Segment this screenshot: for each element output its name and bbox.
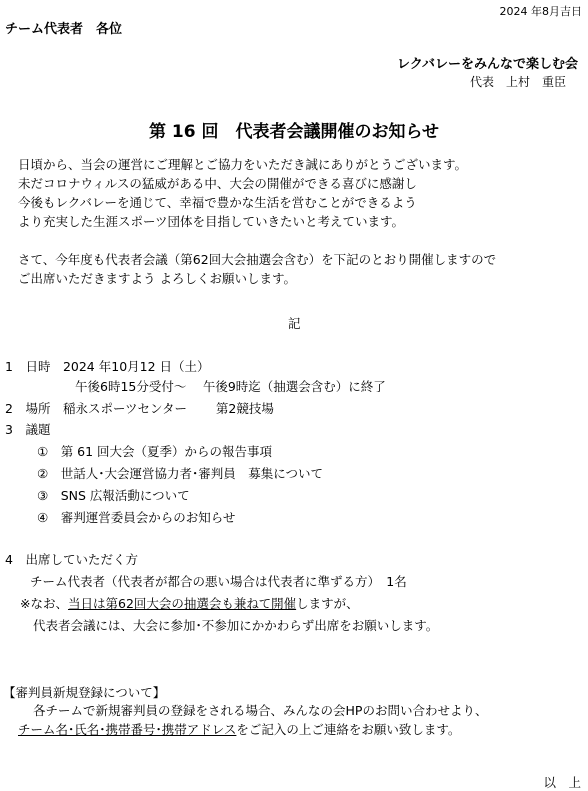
organization-name: レクバレーをみんなで楽しむ会 <box>397 57 578 72</box>
ki-heading: 記 <box>288 316 301 331</box>
agenda-item: ② 世話人･大会運営協力者･審判員 募集について <box>37 466 323 481</box>
datetime-time: 午後6時15分受付～ 午後9時迄（抽選会含む）に終了 <box>75 379 386 394</box>
agenda-item: ③ SNS 広報活動について <box>37 488 190 503</box>
agenda-item: ① 第 61 回大会（夏季）からの報告事項 <box>37 444 273 459</box>
notice-line: さて、今年度も代表者会議（第62回大会抽選会含む）を下記のとおり開催しますので <box>18 252 497 267</box>
document-date: 2024 年8月吉日 <box>499 5 582 18</box>
note-underlined-lottery: 第62回大会の抽選会も兼ねて開催 <box>105 596 297 611</box>
note-suffix: しますが、 <box>296 596 359 611</box>
agenda-item: ④ 審判運営委員会からのお知らせ <box>37 510 236 525</box>
referee-line2-rest: をご記入の上ご連絡をお願い致します。 <box>236 722 461 737</box>
greeting-line: 未だコロナウィルスの猛威がある中、大会の開催ができる喜びに感謝し <box>18 176 417 191</box>
attendance-note <box>20 594 359 612</box>
referee-line: 各チームで新規審判員の登録をされる場合、みんなの会HPのお問い合わせより、 <box>33 703 488 718</box>
addressee: チーム代表者 各位 <box>5 22 123 37</box>
agenda-label: 3 議題 <box>5 422 51 437</box>
greeting-line: 日頃から、当会の運営にご理解とご協力をいただき誠にありがとうございます。 <box>18 157 468 172</box>
attendee-label: 4 出席していただく方 <box>5 552 138 567</box>
referee-heading: 【審判員新規登録について】 <box>3 685 166 700</box>
referee-required-fields: チーム名･氏名･携帯番号･携帯アドレス <box>18 722 237 737</box>
referee-line2 <box>18 720 460 738</box>
closing-mark: 以 上 <box>543 775 581 790</box>
notice-line: ご出席いただきますよう よろしくお願いします。 <box>18 271 296 286</box>
attendance-note-line2: 代表者会議には、大会に参加･不参加にかかわらず出席をお願いします。 <box>33 618 439 633</box>
note-prefix: ※なお、 <box>20 596 68 611</box>
representative-name: 代表 上村 重臣 <box>469 75 566 89</box>
attendee-text: チーム代表者（代表者が都合の悪い場合は代表者に準ずる方） 1名 <box>30 574 407 589</box>
note-underlined-today: 当日は <box>67 596 106 611</box>
greeting-line: より充実した生涯スポーツ団体を目指していきたいと考えています。 <box>18 214 405 229</box>
document-title: 第 16 回 代表者会議開催のお知らせ <box>149 122 439 142</box>
greeting-line: 今後もレクバレーを通じて、幸福で豊かな生活を営むことができるよう <box>18 195 417 210</box>
datetime-label: 1 日時 2024 年10月12 日（土） <box>5 359 210 374</box>
place: 2 場所 稲永スポーツセンター 第2競技場 <box>5 401 274 416</box>
